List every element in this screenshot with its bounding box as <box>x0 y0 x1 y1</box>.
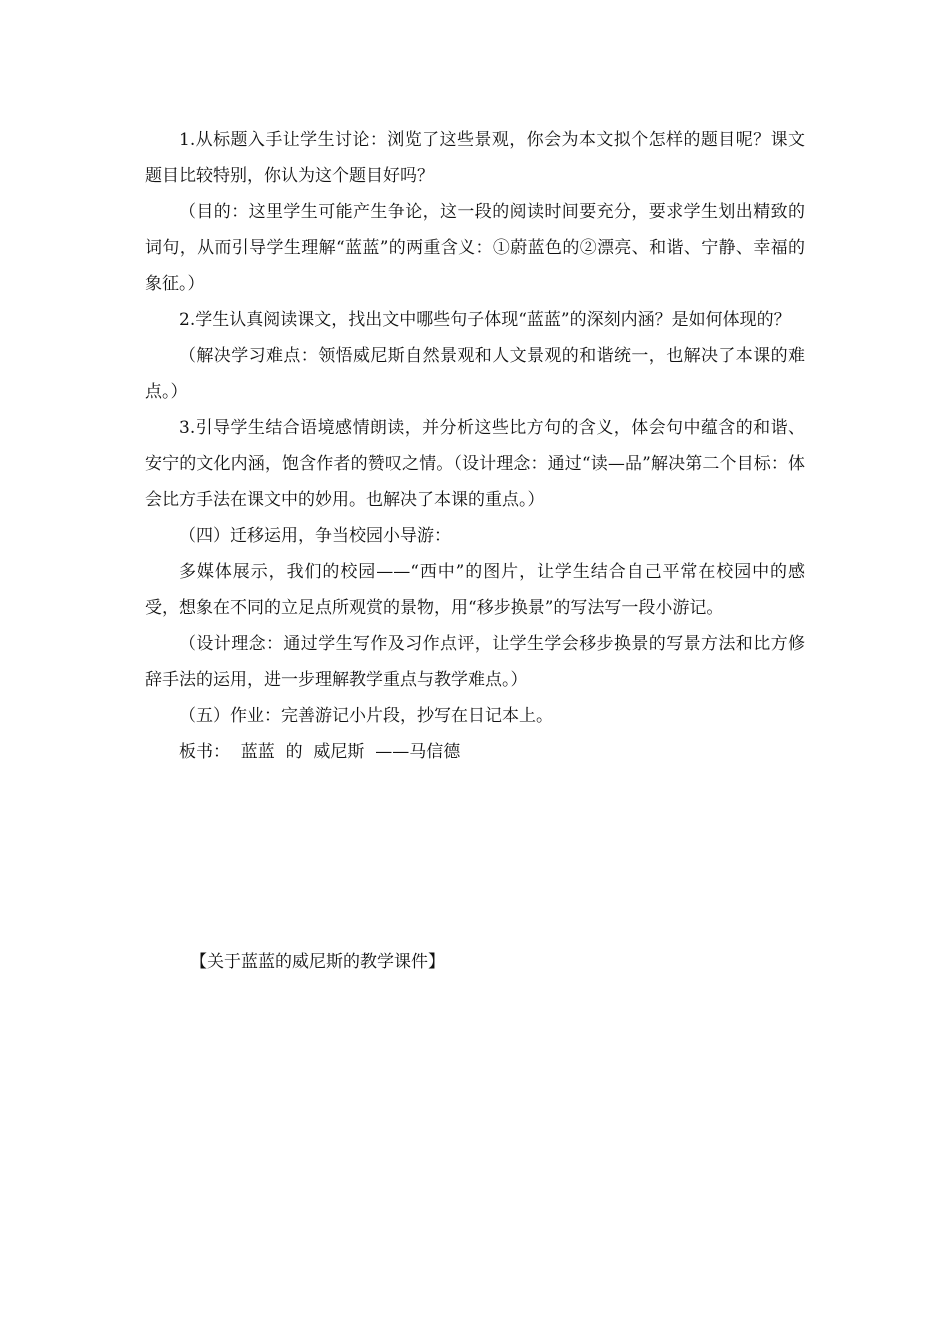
paragraph-2: （目的：这里学生可能产生争论，这一段的阅读时间要充分，要求学生划出精致的词句，从而引导学生理解“蓝蓝”的两重含义：①蔚蓝色的②漂亮、和谐、宁静、幸福的象征。） <box>145 202 805 294</box>
document-body <box>145 122 805 770</box>
paragraph-9: （五）作业：完善游记小片段，抄写在日记本上。 <box>179 706 553 726</box>
paragraph-7: 多媒体展示，我们的校园——“西中”的图片，让学生结合自己平常在校园中的感受，想象在不同的立足点所观赏的景物，用“移步换景”的写法写一段小游记。 <box>145 562 805 618</box>
paragraph-4: （解决学习难点：领悟威尼斯自然景观和人文景观的和谐统一，也解决了本课的难点。） <box>145 346 805 402</box>
footer-title: 【关于蓝蓝的威尼斯的教学课件】 <box>190 952 445 972</box>
paragraph-10: 板书： 蓝蓝 的 威尼斯 ——马信德 <box>179 742 461 762</box>
paragraph-8: （设计理念：通过学生写作及习作点评，让学生学会移步换景的写景方法和比方修辞手法的运用，进一步理解教学重点与教学难点。） <box>145 634 805 690</box>
paragraph-5: 3.引导学生结合语境感情朗读，并分析这些比方句的含义，体会句中蕴含的和谐、安宁的文化内涵，饱含作者的赞叹之情。（设计理念：通过“读—品”解决第二个目标：体会比方手法在课文中的妙用。也解决了本课的重点。） <box>145 418 805 510</box>
paragraph-3: 2.学生认真阅读课文，找出文中哪些句子体现“蓝蓝”的深刻内涵？是如何体现的？ <box>179 310 791 330</box>
paragraph-6: （四）迁移运用，争当校园小导游： <box>179 526 451 546</box>
paragraph-1: 1.从标题入手让学生讨论：浏览了这些景观，你会为本文拟个怎样的题目呢？课文题目比较特别，你认为这个题目好吗？ <box>145 130 805 186</box>
